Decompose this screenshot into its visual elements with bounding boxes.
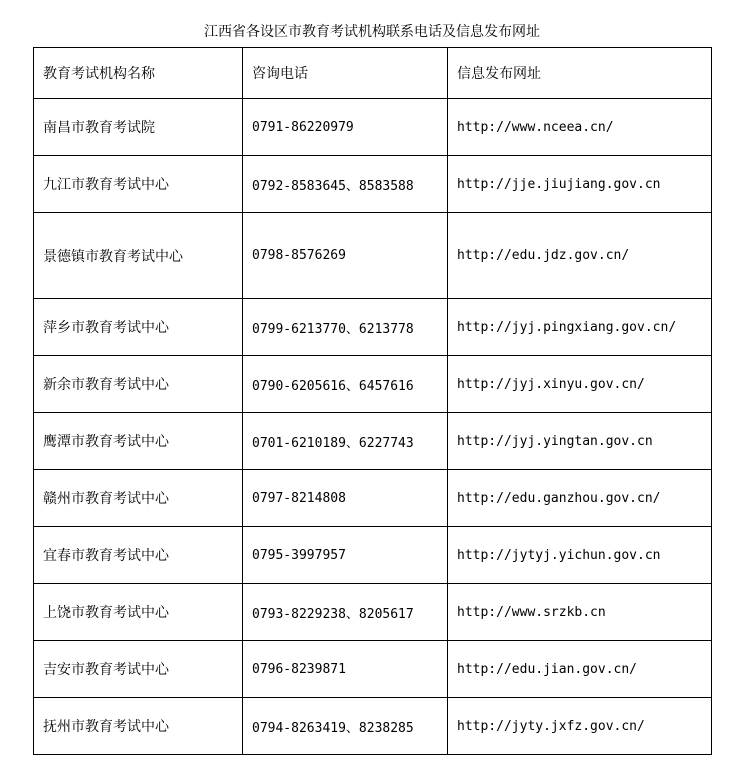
table-row <box>34 698 712 755</box>
phone-number: 0799-6213770、6213778 <box>243 299 448 356</box>
phone-number: 0701-6210189、6227743 <box>243 413 448 470</box>
table-row <box>34 213 712 299</box>
url-link[interactable]: http://www.nceea.cn/ <box>448 99 712 156</box>
url-link[interactable]: http://jyj.yingtan.gov.cn <box>448 413 712 470</box>
org-name: 九江市教育考试中心 <box>34 156 243 213</box>
table-row <box>34 470 712 527</box>
url-link[interactable]: http://edu.jdz.gov.cn/ <box>448 213 712 299</box>
org-name: 萍乡市教育考试中心 <box>34 299 243 356</box>
url-link[interactable]: http://www.srzkb.cn <box>448 584 712 641</box>
url-link[interactable]: http://jje.jiujiang.gov.cn <box>448 156 712 213</box>
phone-number: 0791-86220979 <box>243 99 448 156</box>
table-row <box>34 356 712 413</box>
table-row <box>34 527 712 584</box>
phone-number: 0790-6205616、6457616 <box>243 356 448 413</box>
url-link[interactable]: http://jytyj.yichun.gov.cn <box>448 527 712 584</box>
table-row <box>34 156 712 213</box>
table-row <box>34 299 712 356</box>
table-row <box>34 641 712 698</box>
phone-number: 0792-8583645、8583588 <box>243 156 448 213</box>
page-title: 江西省各设区市教育考试机构联系电话及信息发布网址 <box>204 24 540 40</box>
org-name: 南昌市教育考试院 <box>34 99 243 156</box>
table-row <box>34 413 712 470</box>
url-link[interactable]: http://jyty.jxfz.gov.cn/ <box>448 698 712 755</box>
table-row <box>34 99 712 156</box>
url-link[interactable]: http://jyj.pingxiang.gov.cn/ <box>448 299 712 356</box>
org-name: 上饶市教育考试中心 <box>34 584 243 641</box>
org-name: 吉安市教育考试中心 <box>34 641 243 698</box>
org-name: 抚州市教育考试中心 <box>34 698 243 755</box>
phone-number: 0796-8239871 <box>243 641 448 698</box>
org-name: 景德镇市教育考试中心 <box>34 213 243 299</box>
header-name: 教育考试机构名称 <box>34 48 243 99</box>
org-name: 新余市教育考试中心 <box>34 356 243 413</box>
url-link[interactable]: http://edu.jian.gov.cn/ <box>448 641 712 698</box>
phone-number: 0798-8576269 <box>243 213 448 299</box>
table-header-row <box>34 48 712 99</box>
url-link[interactable]: http://edu.ganzhou.gov.cn/ <box>448 470 712 527</box>
org-name: 宜春市教育考试中心 <box>34 527 243 584</box>
table-row <box>34 584 712 641</box>
contact-table <box>33 47 712 755</box>
phone-number: 0793-8229238、8205617 <box>243 584 448 641</box>
org-name: 赣州市教育考试中心 <box>34 470 243 527</box>
phone-number: 0797-8214808 <box>243 470 448 527</box>
phone-number: 0795-3997957 <box>243 527 448 584</box>
org-name: 鹰潭市教育考试中心 <box>34 413 243 470</box>
url-link[interactable]: http://jyj.xinyu.gov.cn/ <box>448 356 712 413</box>
phone-number: 0794-8263419、8238285 <box>243 698 448 755</box>
header-url: 信息发布网址 <box>448 48 712 99</box>
header-phone: 咨询电话 <box>243 48 448 99</box>
